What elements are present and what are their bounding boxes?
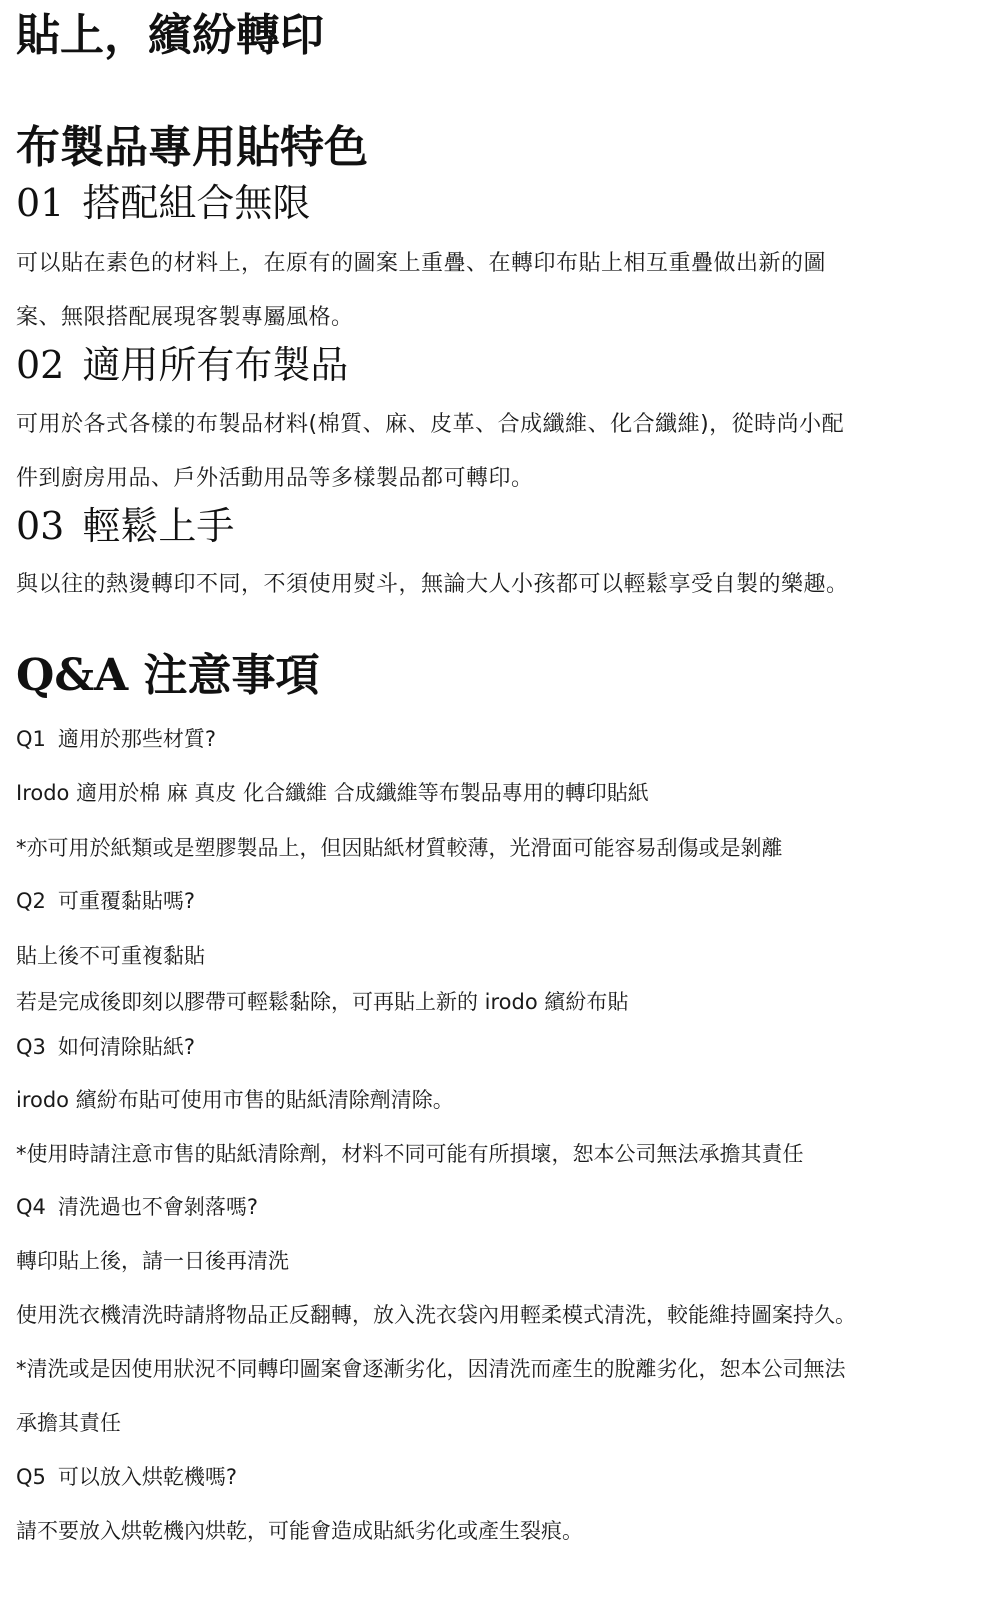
page-title: 貼上，繽紛轉印 (16, 10, 324, 61)
question-text: 清洗過也不會剝落嗎? (57, 1195, 259, 1219)
qa-question-q2 (16, 888, 195, 914)
feature-03-title (16, 506, 234, 548)
question-number: Q5 (16, 1465, 46, 1489)
feature-number: 02 (16, 343, 65, 387)
feature-number: 03 (16, 504, 65, 548)
feature-number: 01 (16, 181, 65, 225)
qa-question-q1 (16, 726, 216, 752)
qa-answer-q4-1: 轉印貼上後，請一日後再清洗 (16, 1249, 289, 1273)
qa-heading: Q&A 注意事項 (16, 650, 320, 701)
feature-title: 搭配組合無限 (82, 181, 311, 225)
feature-01-title (16, 183, 310, 225)
qa-question-q3 (16, 1034, 195, 1060)
qa-answer-q3-1: irodo 繽紛布貼可使用市售的貼紙清除劑清除。 (16, 1088, 454, 1112)
question-number: Q1 (16, 727, 46, 751)
question-text: 可以放入烘乾機嗎? (57, 1465, 238, 1489)
qa-answer-q4-4: 承擔其責任 (16, 1411, 121, 1435)
qa-answer-q1-2: *亦可用於紙類或是塑膠製品上，但因貼紙材質較薄，光滑面可能容易刮傷或是剝離 (16, 836, 783, 860)
feature-title: 適用所有布製品 (82, 343, 349, 387)
question-number: Q3 (16, 1035, 46, 1059)
features-heading: 布製品專用貼特色 (16, 122, 368, 173)
question-number: Q4 (16, 1195, 46, 1219)
qa-answer-q2-2: 若是完成後即刻以膠帶可輕鬆黏除，可再貼上新的 irodo 繽紛布貼 (16, 990, 629, 1014)
qa-answer-q4-3: *清洗或是因使用狀況不同轉印圖案會逐漸劣化，因清洗而產生的脫離劣化，恕本公司無法 (16, 1357, 846, 1381)
feature-title: 輕鬆上手 (82, 504, 235, 548)
feature-01-line-1: 可以貼在素色的材料上，在原有的圖案上重疊、在轉印布貼上相互重疊做出新的圖 (16, 251, 827, 276)
question-number: Q2 (16, 889, 46, 913)
question-text: 如何清除貼紙? (57, 1035, 196, 1059)
feature-03-line-1: 與以往的熱燙轉印不同，不須使用熨斗，無論大人小孩都可以輕鬆享受自製的樂趣。 (16, 572, 849, 597)
question-text: 可重覆黏貼嗎? (57, 889, 196, 913)
question-text: 適用於那些材質? (57, 727, 217, 751)
qa-answer-q2-1: 貼上後不可重複黏貼 (16, 944, 205, 968)
qa-answer-q1-1: Irodo 適用於棉 麻 真皮 化合纖維 合成纖維等布製品專用的轉印貼紙 (16, 781, 649, 805)
feature-02-title (16, 345, 348, 387)
qa-answer-q5-1: 請不要放入烘乾機內烘乾，可能會造成貼紙劣化或產生裂痕。 (16, 1519, 583, 1543)
qa-question-q5 (16, 1464, 237, 1490)
feature-01-line-2: 案、無限搭配展現客製專屬風格。 (16, 305, 354, 330)
qa-answer-q4-2: 使用洗衣機清洗時請將物品正反翻轉，放入洗衣袋內用輕柔模式清洗，較能維持圖案持久。 (16, 1303, 856, 1327)
feature-02-line-2: 件到廚房用品、戶外活動用品等多樣製品都可轉印。 (16, 466, 534, 491)
qa-question-q4 (16, 1194, 258, 1220)
feature-02-line-1: 可用於各式各樣的布製品材料(棉質、麻、皮革、合成纖維、化合纖維)，從時尚小配 (16, 412, 845, 437)
qa-answer-q3-2: *使用時請注意市售的貼紙清除劑，材料不同可能有所損壞，恕本公司無法承擔其責任 (16, 1142, 804, 1166)
